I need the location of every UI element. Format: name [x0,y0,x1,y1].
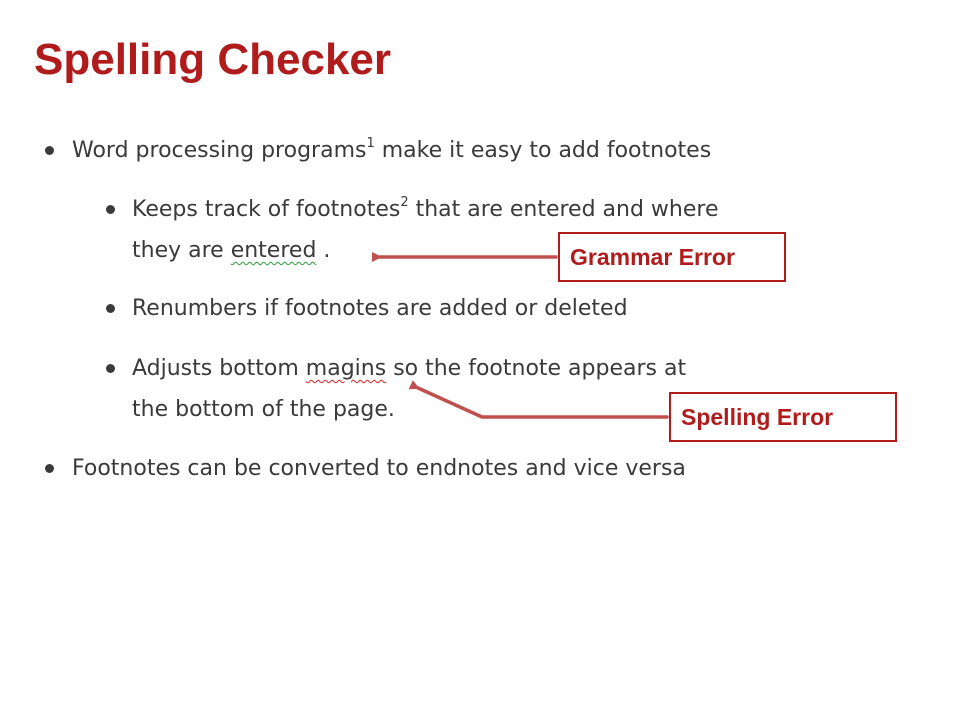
bullet-4-line-1-after: so the footnote appears at [386,356,687,381]
bullet-2-line-1 [132,195,719,225]
bullet-dot [106,364,115,373]
footnote-ref-2: 2 [400,194,409,210]
bullet-4-line-2: the bottom of the page. [132,397,395,422]
bullet-dot [45,464,54,473]
bullet-3-text: Renumbers if footnotes are added or deleted [132,296,628,321]
bullet-4-line-1 [132,354,686,384]
bullet-2-line-2-after: . [316,238,331,263]
bullet-1-before: Word processing programs [72,138,367,163]
bullet-2-line-2-before: they are [132,238,231,263]
bullet-1-text [72,136,711,166]
spelling-error-callout: Spelling Error [669,392,897,442]
bullet-4-line-1-before: Adjusts bottom [132,356,306,381]
bullet-dot [106,304,115,313]
slide-title: Spelling Checker [34,35,392,84]
bullet-2-line-1-after: that are entered and where [408,197,719,222]
grammar-error-word[interactable]: entered [230,238,317,263]
bullet-5-text: Footnotes can be converted to endnotes and vice versa [72,456,686,481]
footnote-ref-1: 1 [366,135,375,151]
bullet-1-after: make it easy to add footnotes [374,138,712,163]
bullet-2-line-1-before: Keeps track of footnotes [132,197,401,222]
bullet-dot [45,146,54,155]
grammar-error-callout: Grammar Error [558,232,786,282]
bullet-dot [106,205,115,214]
spelling-arrow [418,388,667,417]
spelling-error-word[interactable]: magins [305,356,387,381]
bullet-2-line-2 [132,236,330,266]
